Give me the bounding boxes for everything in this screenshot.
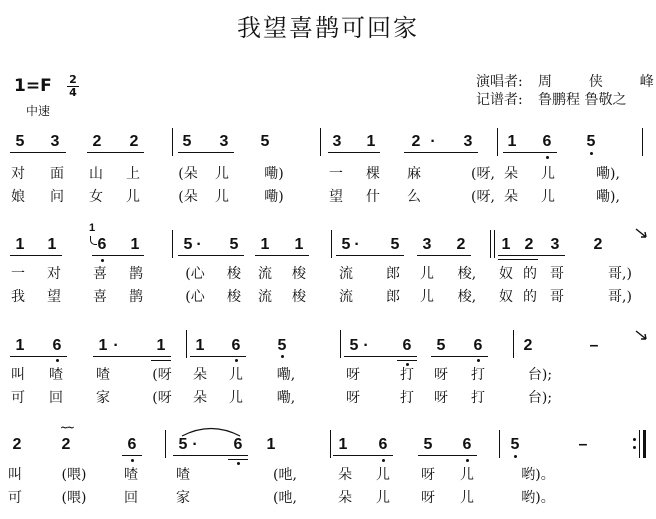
barline xyxy=(165,430,166,458)
lyric: 儿 xyxy=(229,367,243,383)
note-dot: · xyxy=(196,236,202,253)
beam xyxy=(418,455,477,456)
lyric: 朵 xyxy=(338,467,352,483)
transcriber-label: 记谱者: xyxy=(476,92,523,108)
note: 6 xyxy=(233,436,243,453)
lyric: 嘞) xyxy=(264,189,284,205)
lyric: 儿 xyxy=(376,467,390,483)
breath-mark-icon xyxy=(634,328,648,347)
note: 3 xyxy=(50,133,60,150)
lyric: 呀 xyxy=(434,390,448,406)
lyric: 么 xyxy=(407,189,421,205)
note: 1 xyxy=(501,236,511,253)
singer-label: 演唱者: xyxy=(476,74,523,90)
lyric: 回 xyxy=(49,390,63,406)
ornament-mark: ~~ xyxy=(60,423,73,434)
lyric: 喳 xyxy=(96,367,110,383)
note: 6 xyxy=(97,236,107,253)
barline xyxy=(639,430,640,458)
note: – xyxy=(589,337,599,354)
note: 5 xyxy=(15,133,25,150)
lyric: 棵 xyxy=(366,166,380,182)
lyric: 儿 xyxy=(215,189,229,205)
lyric: 嘞), xyxy=(596,189,620,205)
lyric: 叫 xyxy=(8,467,22,483)
note: 1 xyxy=(130,236,140,253)
note: 5 xyxy=(423,436,433,453)
lyric: 梭 xyxy=(227,266,241,282)
octave-dot xyxy=(514,455,517,458)
lyric: 面 xyxy=(50,166,64,182)
octave-dot xyxy=(131,459,134,462)
barline xyxy=(340,330,341,358)
lyric: 儿 xyxy=(229,390,243,406)
beam xyxy=(333,455,393,456)
note: 6 xyxy=(52,337,62,354)
lyric: 喳 xyxy=(176,467,190,483)
barline xyxy=(330,430,331,458)
barline xyxy=(331,230,332,258)
note: 5 xyxy=(178,436,188,453)
lyric: 呀 xyxy=(421,490,435,506)
lyric: 打 xyxy=(400,390,414,406)
barline xyxy=(513,330,514,358)
note: – xyxy=(578,436,588,453)
time-signature xyxy=(66,74,80,99)
note-dot: · xyxy=(354,236,360,253)
lyric: 儿 xyxy=(215,166,229,182)
lyric: 哥 xyxy=(550,266,564,282)
key-signature: 1=F xyxy=(14,76,52,96)
lyric: 儿 xyxy=(541,166,555,182)
lyric: 麻 xyxy=(407,166,421,182)
barline xyxy=(172,128,173,156)
lyric: 儿 xyxy=(126,189,140,205)
note: 5 xyxy=(277,337,287,354)
breath-mark-icon xyxy=(634,226,648,245)
lyric: 上 xyxy=(126,166,140,182)
repeat-dot xyxy=(633,438,636,441)
note: 1 xyxy=(15,236,25,253)
note: 2 xyxy=(523,337,533,354)
note-dot: · xyxy=(430,133,436,150)
lyric: 呀 xyxy=(421,467,435,483)
lyric: 梭 xyxy=(227,289,241,305)
note: 1 xyxy=(47,236,57,253)
lyric: 朵 xyxy=(193,367,207,383)
note: 3 xyxy=(219,133,229,150)
lyric: 奴 xyxy=(499,266,513,282)
lyric: 回 xyxy=(124,490,138,506)
lyric: 儿 xyxy=(460,467,474,483)
note: 2 xyxy=(61,436,71,453)
barline xyxy=(497,128,498,156)
lyric: 喜 xyxy=(93,289,107,305)
note: 1 xyxy=(98,337,108,354)
beam xyxy=(87,152,144,153)
grace-note: 1 xyxy=(89,222,96,234)
lyric: 的 xyxy=(523,266,537,282)
barline xyxy=(320,128,321,156)
lyric: 呀 xyxy=(346,367,360,383)
note: 3 xyxy=(422,236,432,253)
note: 1 xyxy=(15,337,25,354)
lyric: 流 xyxy=(339,289,353,305)
beam xyxy=(431,356,488,357)
lyric: 什 xyxy=(366,189,380,205)
lyric: 望 xyxy=(47,289,61,305)
lyric: 梭 xyxy=(292,266,306,282)
lyric: 的 xyxy=(523,289,537,305)
note-dot: · xyxy=(363,337,369,354)
lyric: (呀, xyxy=(471,189,495,205)
note: 1 xyxy=(266,436,276,453)
lyric: 鹊 xyxy=(129,289,143,305)
lyric: 可 xyxy=(11,390,25,406)
song-title: 我望喜鹊可回家 xyxy=(237,14,419,42)
octave-dot xyxy=(382,459,385,462)
lyric: 朵 xyxy=(504,189,518,205)
note-dot: · xyxy=(113,337,119,354)
tempo-marking: 中速 xyxy=(26,104,51,118)
note: 1 xyxy=(294,236,304,253)
beam xyxy=(417,255,471,256)
lyric: 打 xyxy=(471,367,485,383)
lyric: 梭, xyxy=(457,289,477,305)
note: 1 xyxy=(260,236,270,253)
octave-dot xyxy=(546,156,549,159)
note: 6 xyxy=(473,337,483,354)
lyric: 望 xyxy=(329,189,343,205)
note: 5 xyxy=(349,337,359,354)
note: 3 xyxy=(332,133,342,150)
octave-dot xyxy=(406,363,409,366)
beam xyxy=(10,152,66,153)
beam xyxy=(92,255,144,256)
beam xyxy=(344,356,417,357)
lyric: 打 xyxy=(400,367,414,383)
beam xyxy=(190,356,246,357)
lyric: 流 xyxy=(258,289,272,305)
note: 2 xyxy=(456,236,466,253)
lyric: 可 xyxy=(8,490,22,506)
lyric: 一 xyxy=(329,166,343,182)
lyric: (呀 xyxy=(152,367,172,383)
lyric: 打 xyxy=(471,390,485,406)
note: 2 xyxy=(129,133,139,150)
transcriber-name: 鲁鹏程 鲁敬之 xyxy=(538,92,627,108)
barline xyxy=(186,330,187,358)
note: 6 xyxy=(462,436,472,453)
lyric: 鹊 xyxy=(129,266,143,282)
octave-dot xyxy=(590,152,593,155)
lyric: 郎 xyxy=(386,289,400,305)
note-dot: · xyxy=(192,436,198,453)
lyric: 喳 xyxy=(49,367,63,383)
beam xyxy=(498,259,538,260)
beam xyxy=(336,255,404,256)
beam xyxy=(151,360,171,361)
note: 5 xyxy=(390,236,400,253)
lyric: (吔, xyxy=(273,467,297,483)
lyric: 喜 xyxy=(93,266,107,282)
lyric: 嘞) xyxy=(264,166,284,182)
beam xyxy=(498,255,565,256)
lyric: 儿 xyxy=(376,490,390,506)
lyric: 叫 xyxy=(11,367,25,383)
lyric: 哟)。 xyxy=(521,467,555,483)
lyric: 我 xyxy=(11,289,25,305)
lyric: 娘 xyxy=(11,189,25,205)
lyric: 喳 xyxy=(124,467,138,483)
note: 5 xyxy=(260,133,270,150)
time-signature-bottom: 4 xyxy=(69,86,77,99)
lyric: (喂) xyxy=(61,490,87,506)
lyric: 家 xyxy=(176,490,190,506)
lyric: 朵 xyxy=(193,390,207,406)
lyric: 郎 xyxy=(386,266,400,282)
note: 6 xyxy=(542,133,552,150)
lyric: 呀 xyxy=(434,367,448,383)
octave-dot xyxy=(101,259,104,262)
lyric: 山 xyxy=(89,166,103,182)
lyric: 嘞), xyxy=(596,166,620,182)
lyric: 对 xyxy=(11,166,25,182)
lyric: 哟)。 xyxy=(521,490,555,506)
lyric: 哥,) xyxy=(608,266,632,282)
time-signature-top: 2 xyxy=(69,73,77,86)
lyric: 哥,) xyxy=(608,289,632,305)
lyric: 家 xyxy=(96,390,110,406)
note: 3 xyxy=(463,133,473,150)
beam xyxy=(503,152,557,153)
lyric: 儿 xyxy=(541,189,555,205)
lyric: 流 xyxy=(258,266,272,282)
lyric: (心 xyxy=(185,266,205,282)
lyric: (朵 xyxy=(178,166,198,182)
lyric: 儿 xyxy=(460,490,474,506)
final-barline xyxy=(643,430,646,458)
octave-dot xyxy=(235,359,238,362)
beam xyxy=(93,356,171,357)
lyric: (呀, xyxy=(471,166,495,182)
note: 2 xyxy=(92,133,102,150)
beam xyxy=(404,152,478,153)
lyric: 呀 xyxy=(346,390,360,406)
beam xyxy=(178,255,244,256)
note: 1 xyxy=(195,337,205,354)
singer-name: 周 侠 峰 xyxy=(538,74,654,90)
octave-dot xyxy=(281,355,284,358)
note: 3 xyxy=(550,236,560,253)
lyric: 一 xyxy=(11,266,25,282)
beam xyxy=(255,255,309,256)
lyric: (吔, xyxy=(273,490,297,506)
lyric: 流 xyxy=(339,266,353,282)
lyric: 奴 xyxy=(499,289,513,305)
note: 5 xyxy=(183,236,193,253)
beam xyxy=(328,152,380,153)
beam xyxy=(173,455,248,456)
note: 6 xyxy=(127,436,137,453)
note: 2 xyxy=(411,133,421,150)
note: 1 xyxy=(338,436,348,453)
lyric: 哥 xyxy=(550,289,564,305)
lyric: 嘞, xyxy=(276,367,296,383)
beam xyxy=(10,255,62,256)
beam xyxy=(122,455,142,456)
beam xyxy=(228,459,248,460)
note: 6 xyxy=(378,436,388,453)
note: 1 xyxy=(507,133,517,150)
beam xyxy=(397,360,417,361)
lyric: (喂) xyxy=(61,467,87,483)
octave-dot xyxy=(56,359,59,362)
barline xyxy=(642,128,643,156)
note: 5 xyxy=(182,133,192,150)
octave-dot xyxy=(237,462,240,465)
note: 5 xyxy=(436,337,446,354)
lyric: 对 xyxy=(47,266,61,282)
note: 2 xyxy=(524,236,534,253)
note: 5 xyxy=(341,236,351,253)
barline xyxy=(499,430,500,458)
octave-dot xyxy=(466,459,469,462)
note: 2 xyxy=(593,236,603,253)
lyric: 朵 xyxy=(338,490,352,506)
note: 1 xyxy=(366,133,376,150)
beam xyxy=(10,356,67,357)
note: 2 xyxy=(12,436,22,453)
lyric: 嘞, xyxy=(276,390,296,406)
barline xyxy=(490,230,491,258)
lyric: 朵 xyxy=(504,166,518,182)
repeat-dot xyxy=(633,446,636,449)
lyric: (朵 xyxy=(178,189,198,205)
octave-dot xyxy=(477,359,480,362)
lyric: 女 xyxy=(89,189,103,205)
note: 1 xyxy=(156,337,166,354)
note: 5 xyxy=(586,133,596,150)
lyric: (呀 xyxy=(152,390,172,406)
lyric: (心 xyxy=(185,289,205,305)
note: 6 xyxy=(402,337,412,354)
note: 5 xyxy=(510,436,520,453)
beam xyxy=(178,152,234,153)
note: 5 xyxy=(229,236,239,253)
lyric: 台); xyxy=(527,367,553,383)
lyric: 梭, xyxy=(457,266,477,282)
lyric: 台); xyxy=(527,390,553,406)
note: 6 xyxy=(231,337,241,354)
lyric: 儿 xyxy=(420,266,434,282)
lyric: 梭 xyxy=(292,289,306,305)
barline xyxy=(172,230,173,258)
lyric: 问 xyxy=(50,189,64,205)
lyric: 儿 xyxy=(420,289,434,305)
